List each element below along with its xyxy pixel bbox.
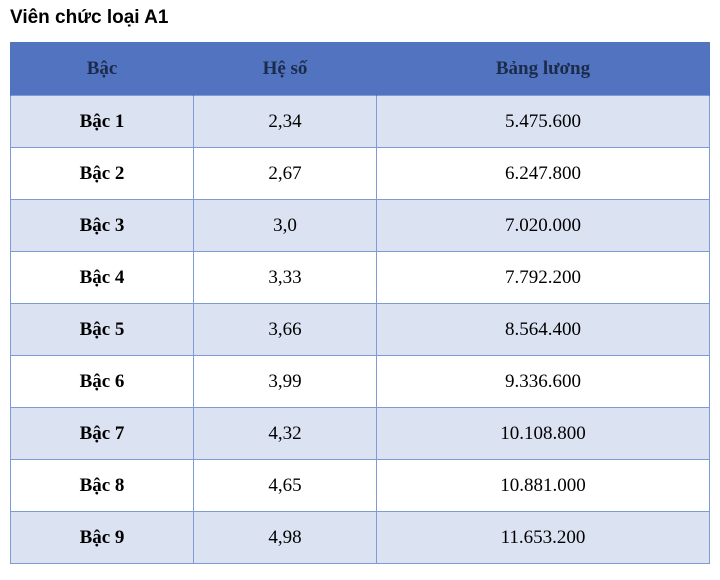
column-header-grade: Bậc [11, 42, 194, 96]
grade-cell: Bậc 5 [11, 304, 194, 356]
salary-cell: 8.564.400 [377, 304, 710, 356]
grade-cell: Bậc 1 [11, 96, 194, 148]
column-header-coefficient: Hệ số [194, 42, 377, 96]
salary-cell: 7.020.000 [377, 200, 710, 252]
grade-cell: Bậc 8 [11, 460, 194, 512]
table-header-row [11, 42, 710, 96]
coefficient-cell: 4,65 [194, 460, 377, 512]
column-header-salary: Bảng lương [377, 42, 710, 96]
table-row [11, 200, 710, 252]
table-row [11, 96, 710, 148]
table-row [11, 148, 710, 200]
table-row [11, 252, 710, 304]
salary-cell: 9.336.600 [377, 356, 710, 408]
grade-cell: Bậc 7 [11, 408, 194, 460]
salary-cell: 6.247.800 [377, 148, 710, 200]
salary-table [10, 42, 710, 564]
coefficient-cell: 3,33 [194, 252, 377, 304]
grade-cell: Bậc 2 [11, 148, 194, 200]
salary-cell: 11.653.200 [377, 512, 710, 564]
table-row [11, 408, 710, 460]
coefficient-cell: 3,99 [194, 356, 377, 408]
table-row [11, 460, 710, 512]
coefficient-cell: 3,66 [194, 304, 377, 356]
table-row [11, 356, 710, 408]
coefficient-cell: 4,32 [194, 408, 377, 460]
grade-cell: Bậc 6 [11, 356, 194, 408]
grade-cell: Bậc 9 [11, 512, 194, 564]
salary-cell: 10.108.800 [377, 408, 710, 460]
coefficient-cell: 2,67 [194, 148, 377, 200]
salary-cell: 5.475.600 [377, 96, 710, 148]
coefficient-cell: 2,34 [194, 96, 377, 148]
grade-cell: Bậc 4 [11, 252, 194, 304]
salary-cell: 7.792.200 [377, 252, 710, 304]
table-row [11, 512, 710, 564]
table-row [11, 304, 710, 356]
coefficient-cell: 3,0 [194, 200, 377, 252]
salary-cell: 10.881.000 [377, 460, 710, 512]
page-title: Viên chức loại A1 [10, 7, 169, 28]
coefficient-cell: 4,98 [194, 512, 377, 564]
grade-cell: Bậc 3 [11, 200, 194, 252]
